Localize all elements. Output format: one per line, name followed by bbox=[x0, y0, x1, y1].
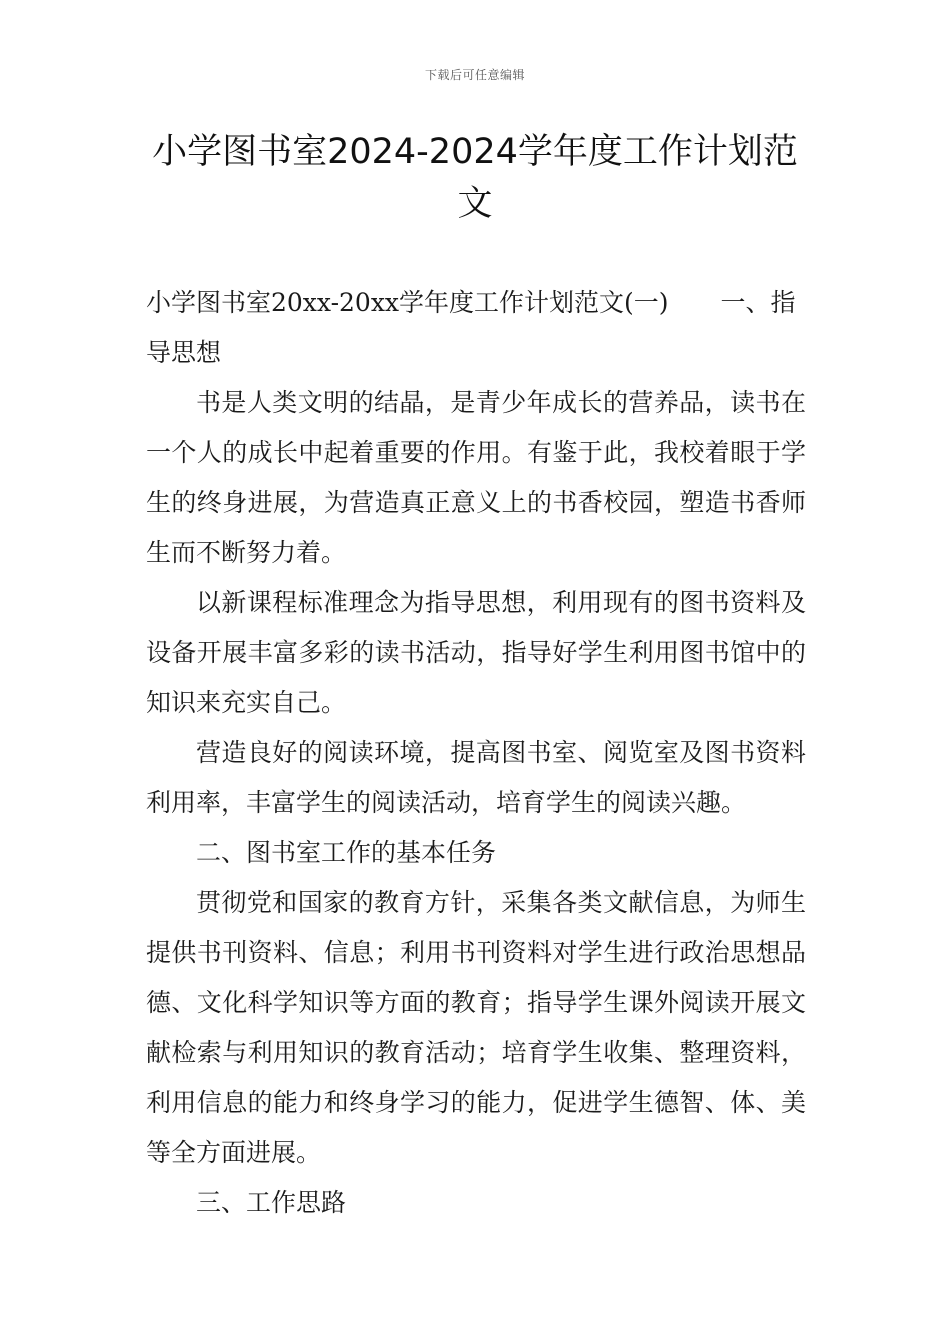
header-note: 下载后可任意编辑 bbox=[424, 68, 525, 82]
paragraph-reading-environment: 营造良好的阅读环境，提高图书室、阅览室及图书资料利用率，丰富学生的阅读活动，培育学生的阅读兴趣。 bbox=[146, 738, 806, 817]
intro-prefix: 小学图书室20xx-20xx学年度工作计划范文(一) bbox=[146, 288, 669, 317]
paragraph-books-importance: 书是人类文明的结晶，是青少年成长的营养品，读书在一个人的成长中起着重要的作用。有鉴于此，我校着眼于学生的终身进展，为营造真正意义上的书香校园，塑造书香师生而不断努力着。 bbox=[146, 388, 806, 567]
section-heading-work-approach: 三、工作思路 bbox=[196, 1188, 347, 1217]
paragraph-curriculum-standard: 以新课程标准理念为指导思想，利用现有的图书资料及设备开展丰富多彩的读书活动，指导好学生利用图书馆中的知识来充实自己。 bbox=[146, 588, 806, 717]
document-body bbox=[146, 278, 806, 1228]
section-heading-basic-tasks: 二、图书室工作的基本任务 bbox=[196, 838, 497, 867]
document-title: 小学图书室2024-2024学年度工作计划范文 bbox=[152, 132, 798, 224]
intro-paragraph bbox=[146, 278, 806, 378]
section-heading-guiding-ideology: 一、指导思想 bbox=[146, 288, 796, 367]
paragraph-basic-tasks: 贯彻党和国家的教育方针，采集各类文献信息，为师生提供书刊资料、信息；利用书刊资料对学生进行政治思想品德、文化科学知识等方面的教育；指导学生课外阅读开展文献检索与利用知识的教育活动；培育学生收集、整理资料，利用信息的能力和终身学习的能力，促进学生德智、体、美等全方面进展。 bbox=[146, 888, 806, 1167]
